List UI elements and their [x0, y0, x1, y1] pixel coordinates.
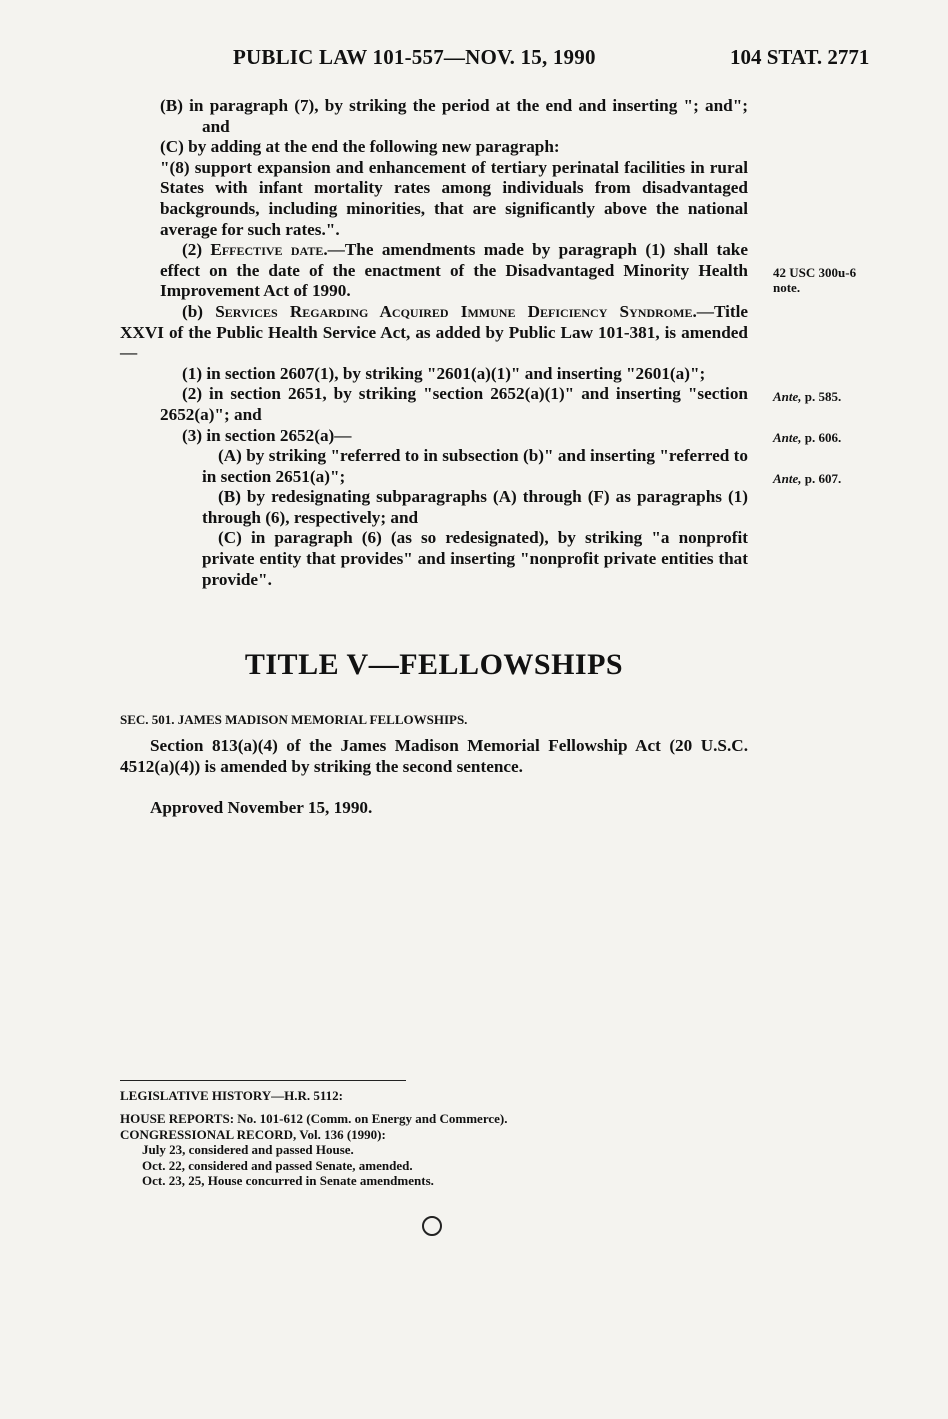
house-reports: HOUSE REPORTS: No. 101-612 (Comm. on Energy and Commerce).	[120, 1111, 508, 1127]
legislative-history	[120, 1088, 507, 1188]
paragraph-c-adding: (C) by adding at the end the following new paragraph:	[160, 137, 560, 157]
history-entry: July 23, considered and passed House.	[142, 1142, 354, 1158]
statute-body	[120, 96, 748, 590]
item-number: (2)	[182, 240, 211, 260]
new-paragraph-8: "(8) support expansion and enhancement of tertiary perinatal facilities in rural States with infant mortality rates among individuals from disadvantaged backgrounds, including minorities, that are significantly above the national average for such rates.".	[160, 157, 748, 239]
subamendment-b: (B) by redesignating subparagraphs (A) through (F) as paragraphs (1) through (6), respectively; and	[202, 487, 748, 527]
history-entry: Oct. 23, 25, House concurred in Senate amendments.	[142, 1173, 434, 1189]
approval-line: Approved November 15, 1990.	[150, 798, 373, 817]
statute-page-number: 104 STAT. 2771	[730, 45, 870, 69]
ante-page: p. 585.	[801, 389, 842, 404]
ante-label: Ante,	[773, 389, 802, 404]
congressional-record: CONGRESSIONAL RECORD, Vol. 136 (1990):	[120, 1126, 386, 1142]
subamendment-c: (C) in paragraph (6) (as so redesignated), by striking "a nonprofit private entity that provides" and inserting "nonprofit private entities that provide".	[202, 528, 748, 589]
services-aids-heading: Services Regarding Acquired Immune Deficiency Syndrome.	[215, 301, 697, 321]
amendment-2: (2) in section 2651, by striking "section 2652(a)(1)" and inserting "section 2652(a)"; and	[160, 384, 748, 424]
services-aids-paragraph	[120, 302, 748, 364]
ante-label: Ante,	[773, 471, 802, 486]
footnote-divider	[120, 1080, 406, 1081]
ante-label: Ante,	[773, 430, 802, 445]
title-heading: TITLE V—FELLOWSHIPS	[244, 648, 624, 681]
ante-page: p. 607.	[801, 471, 842, 486]
amendment-1: (1) in section 2607(1), by striking "2601(a)(1)" and inserting "2601(a)";	[182, 363, 706, 383]
section-text: Section 813(a)(4) of the James Madison Memorial Fellowship Act (20 U.S.C. 4512(a)(4)) is amended by striking the second sentence.	[120, 736, 748, 776]
amendment-3: (3) in section 2652(a)—	[182, 425, 352, 445]
margin-note-usc	[773, 265, 856, 295]
item-letter: (b)	[182, 301, 216, 321]
end-of-law-circle-icon	[422, 1216, 442, 1236]
margin-note-ante-606	[773, 430, 841, 445]
margin-note-ante-607	[773, 471, 841, 486]
subamendment-a: (A) by striking "referred to in subsection (b)" and inserting "referred to in section 2651(a)";	[202, 446, 748, 486]
margin-note-usc-line1: 42 USC 300u-6	[773, 265, 857, 280]
section-body	[120, 736, 748, 777]
effective-date-paragraph	[120, 240, 748, 302]
margin-note-ante-585	[773, 389, 841, 404]
running-header: PUBLIC LAW 101-557—NOV. 15, 1990	[233, 45, 596, 69]
history-spacer	[120, 1103, 507, 1111]
effective-date-text: —The amendments made by paragraph (1) shall take effect on the date of the enactment of the Disadvantaged Minority Health Improvement Act of 1990.	[160, 240, 748, 301]
effective-date-heading: Effective date.	[210, 240, 328, 260]
paragraph-b-7: (B) in paragraph (7), by striking the period at the end and inserting "; and"; and	[160, 96, 748, 136]
section-heading: SEC. 501. JAMES MADISON MEMORIAL FELLOWSHIPS.	[120, 712, 468, 727]
history-heading: LEGISLATIVE HISTORY—H.R. 5112:	[120, 1088, 344, 1103]
history-entry: Oct. 22, considered and passed Senate, amended.	[142, 1157, 413, 1173]
margin-note-usc-line2: note.	[773, 280, 801, 295]
services-aids-text: —Title XXVI of the Public Health Service Act, as added by Public Law 101-381, is amended—	[120, 301, 748, 363]
ante-page: p. 606.	[801, 430, 842, 445]
